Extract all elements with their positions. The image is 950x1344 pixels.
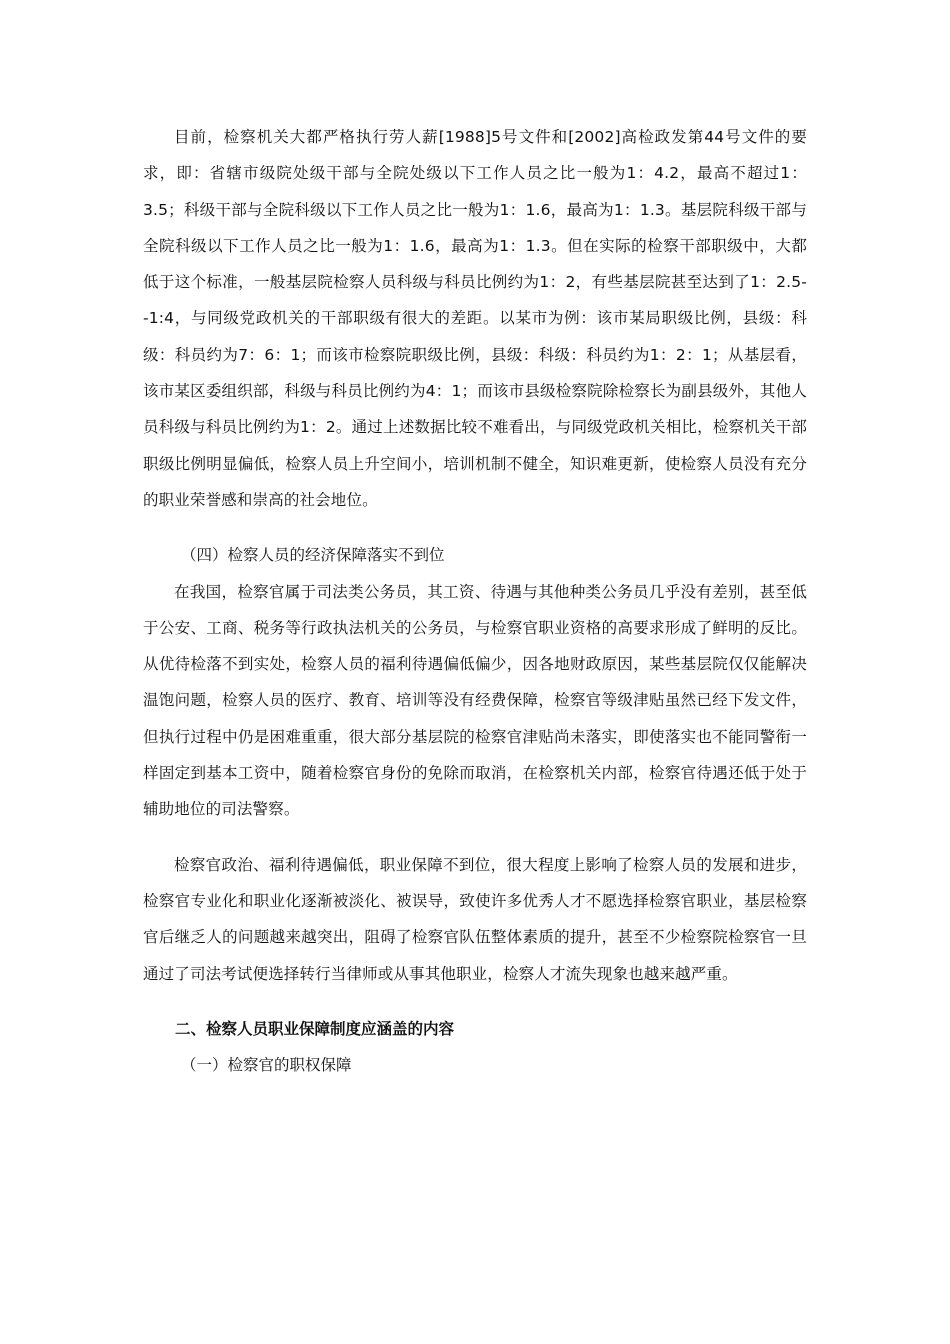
subheading-economic-guarantee: （四）检察人员的经济保障落实不到位 bbox=[181, 546, 445, 565]
subheading-authority-guarantee: （一）检察官的职权保障 bbox=[181, 1056, 352, 1075]
document-body bbox=[143, 119, 807, 1083]
paragraph-salary-treatment: 在我国，检察官属于司法类公务员，其工资、待遇与其他种类公务员几乎没有差别，甚至低于公安、工商、税务等行政执法机关的公务员，与检察官职业资格的高要求形成了鲜明的反比。从优待检落不到实处，检察人员的福利待遇偏低偏少，因各地财政原因，某些基层院仅仅能解决温饱问题，检察人员的医疗、教育、培训等没有经费保障，检察官等级津贴虽然已经下发文件，但执行过程中仍是困难重重，很大部分基层院的检察官津贴尚未落实，即使落实也不能同警衔一样固定到基本工资中，随着检察官身份的免除而取消，在检察机关内部，检察官待遇还低于处于辅助地位的司法警察。 bbox=[143, 582, 807, 819]
paragraph-talent-loss: 检察官政治、福利待遇偏低，职业保障不到位，很大程度上影响了检察人员的发展和进步，检察官专业化和职业化逐渐被淡化、被误导，致使许多优秀人才不愿选择检察官职业，基层检察官后继乏人的问题越来越突出，阻碍了检察官队伍整体素质的提升，甚至不少检察院检察官一旦通过了司法考试便选择转行当律师或从事其他职业，检察人才流失现象也越来越严重。 bbox=[143, 855, 807, 983]
section-heading-2: 二、检察人员职业保障制度应涵盖的内容 bbox=[175, 1019, 455, 1038]
paragraph-rank-ratio: 目前，检察机关大都严格执行劳人薪[1988]5号文件和[2002]高检政发第44号文件的要求，即：省辖市级院处级干部与全院处级以下工作人员之比一般为1：4.2，最高不超过1：3.5；科级干部与全院科级以下工作人员之比一般为1：1.6，最高为1：1.3。基层院科级干部与全院科级以下工作人员之比一般为1：1.6，最高为1：1.3。但在实际的检察干部职级中，大都低于这个标准，一般基层院检察人员科级与科员比例约为1：2，有些基层院甚至达到了1：2.5--1:4，与同级党政机关的干部职级有很大的差距。以某市为例：该市某局职级比例，县级：科级：科员约为7：6：1；而该市检察院职级比例，县级：科级：科员约为1：2：1；从基层看，该市某区委组织部，科级与科员比例约为4：1；而该市县级检察院除检察长为副县级外，其他人员科级与科员比例约为1：2。通过上述数据比较不难看出，与同级党政机关相比，检察机关干部职级比例明显偏低，检察人员上升空间小，培训机制不健全，知识难更新，使检察人员没有充分的职业荣誉感和崇高的社会地位。 bbox=[143, 128, 807, 509]
